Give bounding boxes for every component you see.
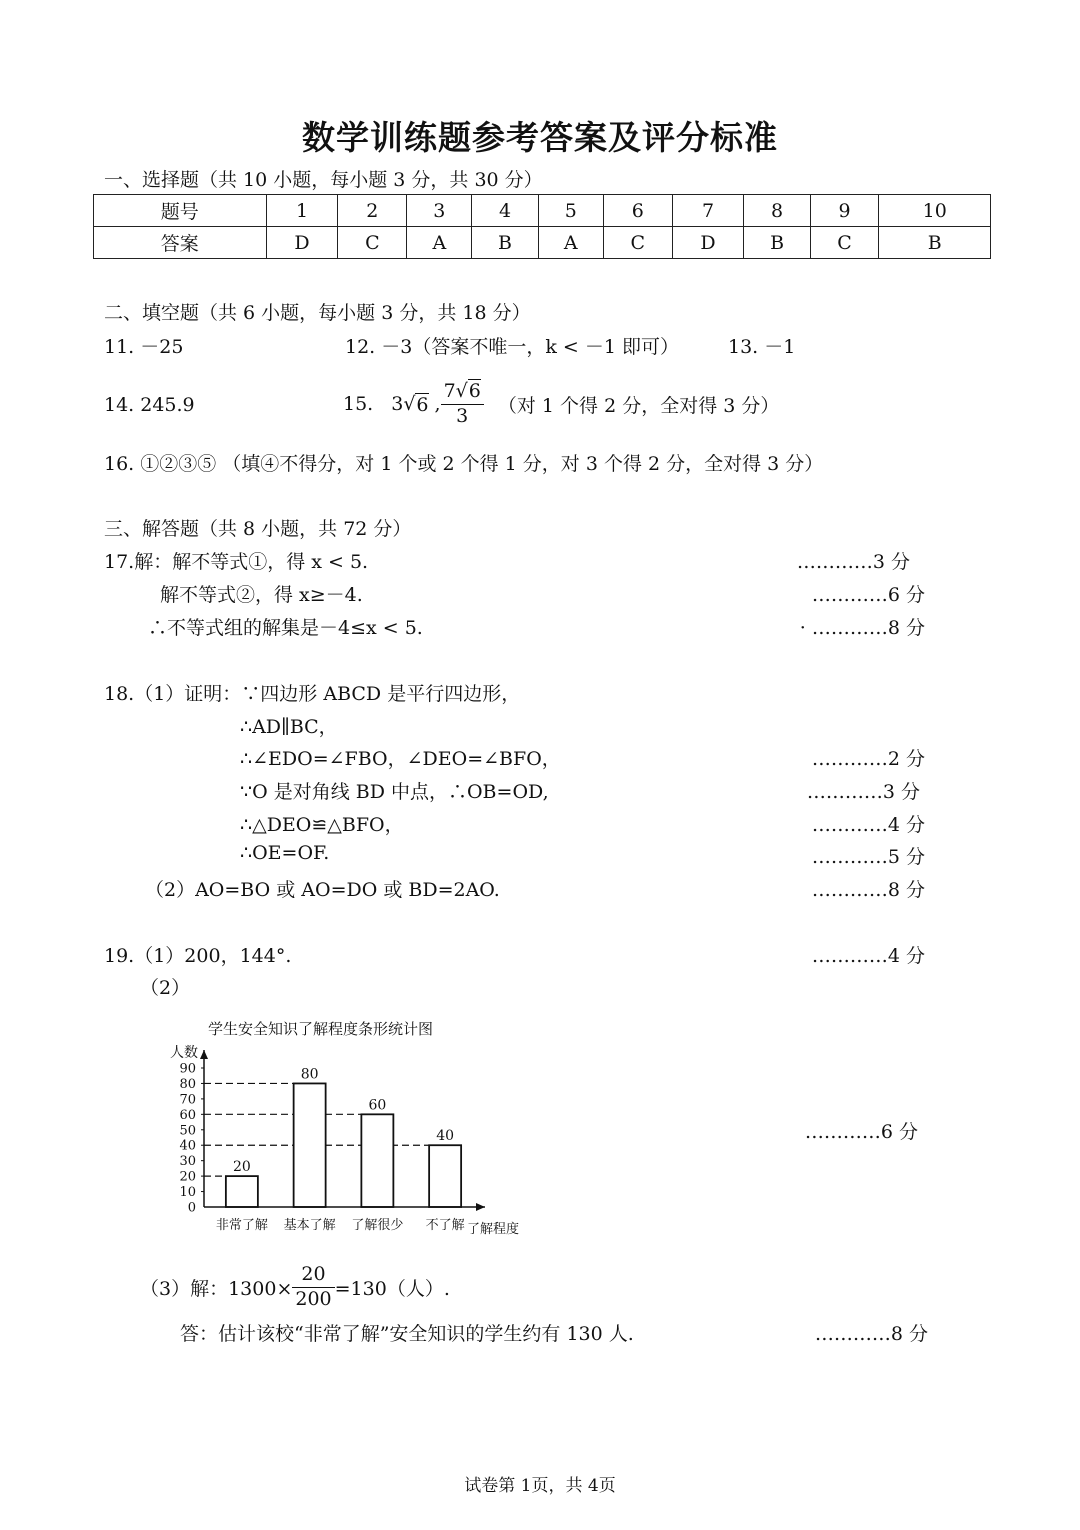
q18-line: 18.（1）证明：∵四边形 ABCD 是平行四边形， (104, 683, 521, 705)
q19-part2-score: …………6 分 (804, 1121, 918, 1143)
answer-cell: A (538, 227, 603, 259)
section2-heading: 二、填空题（共 6 小题，每小题 3 分，共 18 分） (104, 302, 531, 324)
answer-q16: 16. ①②③⑤ （填④不得分，对 1 个或 2 个得 1 分，对 3 个得 2 分，全对得 3 分） (104, 453, 824, 475)
q18-line: ∴△DEO≌△BFO， (240, 814, 404, 836)
chart-x-axis-arrow (476, 1203, 485, 1211)
question-number: 10 (879, 195, 991, 227)
row-label-number: 题号 (94, 195, 267, 227)
answer-cell: C (810, 227, 879, 259)
q15-num-radicand: 6 (468, 379, 481, 402)
q18-score: …………3 分 (806, 781, 920, 803)
q18-line: （2）AO=BO 或 AO=DO 或 BD=2AO. (145, 879, 500, 901)
answer-table (93, 194, 991, 259)
answer-cell: C (603, 227, 672, 259)
q19-part2: （2） (140, 977, 191, 999)
table-row-numbers (94, 195, 991, 227)
chart-y-tick-label: 80 (179, 1076, 196, 1092)
section1-heading: 一、选择题（共 10 小题，每小题 3 分，共 30 分） (104, 169, 543, 191)
chart-bar (361, 1114, 393, 1207)
question-number: 6 (603, 195, 672, 227)
answer-cell: D (672, 227, 744, 259)
sqrt-symbol: √ (403, 393, 416, 415)
row-label-answer: 答案 (94, 227, 267, 259)
q17-line: 解不等式②，得 x≥－4. (160, 584, 363, 606)
q19-part1-score: …………4 分 (811, 945, 925, 967)
q19-part3-prefix: （3）解：1300× (140, 1277, 293, 1300)
chart-x-label: 了解程度 (467, 1222, 520, 1237)
q18-line: ∴OE=OF. (240, 842, 330, 864)
q15-radicand: 6 (416, 393, 429, 416)
answer-cell: A (407, 227, 472, 259)
answer-q11: 11. －25 (104, 336, 184, 358)
q18-line: ∵O 是对角线 BD 中点，∴OB=OD, (240, 781, 549, 803)
answer-cell: C (338, 227, 407, 259)
question-number: 2 (338, 195, 407, 227)
q19-part3 (140, 1262, 450, 1312)
q19-part3-suffix: =130（人）. (334, 1277, 450, 1300)
q15-num-coef: 7 (443, 379, 456, 402)
chart-data-label: 20 (232, 1159, 251, 1176)
q18-line: ∴AD∥BC， (240, 716, 338, 738)
page-footer: 试卷第 1页，共 4页 (464, 1476, 616, 1496)
section3-heading: 三、解答题（共 8 小题，共 72 分） (104, 518, 412, 540)
q15-label: 15. (343, 393, 374, 415)
answer-q14: 14. 245.9 (104, 394, 195, 416)
q15-separator: , (434, 393, 441, 415)
question-number: 8 (744, 195, 810, 227)
answer-cell: B (744, 227, 810, 259)
chart-y-axis-arrow (200, 1050, 208, 1059)
chart-category-label: 不了解 (425, 1218, 465, 1233)
q18-score: …………5 分 (811, 846, 925, 868)
chart-category-label: 基本了解 (283, 1218, 336, 1233)
chart-data-label: 60 (368, 1097, 387, 1114)
q17-line: ∴不等式组的解集是－4≤x < 5. (148, 617, 423, 639)
answer-q15 (343, 374, 779, 434)
chart-y-label: 人数 (170, 1045, 198, 1061)
chart-title: 学生安全知识了解程度条形统计图 (208, 1020, 434, 1038)
answer-q12: 12. －3（答案不唯一，k < －1 即可） (345, 336, 679, 358)
q17-score: · …………8 分 (799, 617, 925, 639)
q18-line: ∴∠EDO=∠FBO，∠DEO=∠BFO， (240, 748, 561, 770)
chart-data-label: 80 (300, 1066, 319, 1083)
question-number: 4 (472, 195, 538, 227)
answer-cell: B (879, 227, 991, 259)
q17-score: …………3 分 (796, 551, 910, 573)
q17-line: 17.解：解不等式①，得 x < 5. (104, 551, 369, 573)
table-row-answers (94, 227, 991, 259)
bar-chart (160, 1010, 540, 1240)
q15-den: 3 (456, 404, 469, 427)
sqrt-symbol: √ (455, 379, 468, 402)
question-number: 5 (538, 195, 603, 227)
q19-answer-score: …………8 分 (814, 1323, 928, 1345)
q18-score: …………8 分 (811, 879, 925, 901)
chart-y-tick-label: 50 (179, 1123, 196, 1139)
chart-bar (429, 1145, 461, 1207)
answer-cell: B (472, 227, 538, 259)
question-number: 7 (672, 195, 744, 227)
chart-y-tick-label: 30 (179, 1154, 196, 1170)
q19-fraction-num: 20 (292, 1263, 334, 1288)
q17-score: …………6 分 (811, 584, 925, 606)
chart-bar (226, 1176, 258, 1207)
chart-y-tick-label: 20 (179, 1169, 196, 1185)
chart-category-label: 了解很少 (351, 1218, 404, 1233)
chart-y-tick-label: 90 (179, 1061, 196, 1077)
question-number: 1 (266, 195, 338, 227)
q15-note: （对 1 个得 2 分，全对得 3 分） (497, 394, 780, 417)
q19-fraction (292, 1263, 334, 1312)
q18-score: …………2 分 (811, 748, 925, 770)
q19-part1: 19.（1）200，144°. (104, 945, 292, 967)
chart-category-label: 非常了解 (215, 1218, 268, 1233)
answer-q13: 13. －1 (728, 336, 796, 358)
chart-y-tick-label: 10 (179, 1185, 196, 1201)
chart-y-tick-label: 70 (179, 1092, 196, 1108)
question-number: 9 (810, 195, 879, 227)
q15-coef: 3 (391, 393, 404, 415)
chart-y-tick-label: 0 (187, 1200, 196, 1216)
page-title: 数学训练题参考答案及评分标准 (302, 118, 778, 157)
q15-fraction (441, 380, 484, 429)
chart-y-tick-label: 60 (179, 1107, 196, 1123)
chart-data-label: 40 (436, 1128, 455, 1145)
chart-y-tick-label: 40 (179, 1138, 196, 1154)
q19-answer: 答：估计该校“非常了解”安全知识的学生约有 130 人. (180, 1323, 634, 1345)
q19-fraction-den: 200 (295, 1287, 332, 1310)
chart-bar (294, 1083, 326, 1207)
question-number: 3 (407, 195, 472, 227)
answer-cell: D (266, 227, 338, 259)
q18-score: …………4 分 (811, 814, 925, 836)
